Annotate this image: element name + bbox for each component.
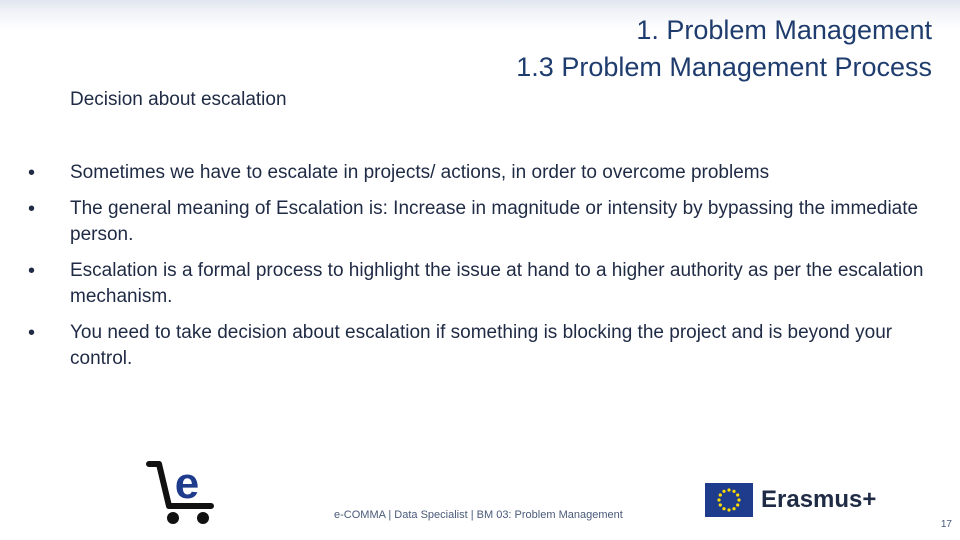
title-line-1: 1. Problem Management (636, 15, 932, 45)
bullet-text: Escalation is a formal process to highlight the issue at hand to a higher authority as per the escalation mechanism. (70, 260, 924, 307)
slide-title (516, 12, 932, 86)
section-heading: Decision about escalation (70, 89, 287, 110)
bullet-icon: • (28, 198, 36, 220)
erasmus-wordmark: Erasmus+ (761, 486, 877, 513)
bullet-item (28, 320, 930, 372)
page-number: 17 (940, 519, 952, 530)
erasmus-logo (697, 475, 875, 525)
bullet-item (28, 258, 930, 310)
bullet-item (28, 160, 930, 186)
title-line-2: 1.3 Problem Management Process (516, 52, 932, 82)
bullet-text: Sometimes we have to escalate in projects/ actions, in order to overcome problems (70, 162, 770, 183)
shopping-cart-icon (141, 454, 226, 529)
bullet-icon: • (28, 260, 36, 282)
bullet-icon: • (28, 162, 36, 184)
ecomma-logo (141, 454, 226, 529)
footer-text: e-COMMA | Data Specialist | BM 03: Problem Management (334, 509, 623, 521)
bullet-list (28, 160, 930, 382)
bullet-text: You need to take decision about escalation if something is blocking the project and is beyond your control. (70, 322, 893, 369)
eu-flag-icon (705, 483, 753, 517)
ecomma-logo-letter: e (174, 459, 200, 508)
bullet-icon: • (28, 322, 36, 344)
bullet-text: The general meaning of Escalation is: Increase in magnitude or intensity by bypassing the immediate person. (70, 198, 919, 245)
bullet-item (28, 196, 930, 248)
